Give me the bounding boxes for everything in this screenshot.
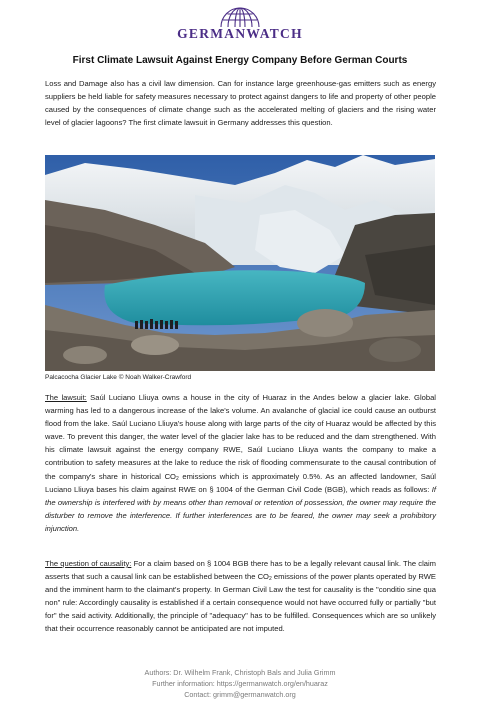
co2-subscript: 2 bbox=[268, 576, 272, 583]
globe-icon bbox=[218, 4, 262, 28]
causality-paragraph bbox=[45, 557, 436, 636]
footer-info-link[interactable]: Further information: https://germanwatch.org/en/huaraz bbox=[152, 679, 328, 688]
lawsuit-heading: The lawsuit: bbox=[45, 393, 87, 402]
brand-name: GERMANWATCH bbox=[177, 26, 303, 41]
lawsuit-text-a: Saúl Luciano Lliuya owns a house in the city of Huaraz in the Andes below a glacier lake. Global warming has led to a dangerous increase of the lake's volume. An avalanche of glacial ice could cause an outburst flood from the lake. Saúl Luciano Lliuya's house along with large parts of the city of Huaraz would be affected by this wave. To prevent this danger, the water level of the glacier lake has to be reduced and the dam strengthened. With his climate lawsuit against the energy company RWE, Saúl Luciano Lliuya wants the company to make a contribution to safety measures at the lake to reduce the risk of flooding commensurate to the causal contribution of the company's share in historical CO bbox=[45, 393, 436, 481]
co2-subscript: 2 bbox=[175, 475, 179, 482]
lawsuit-text-b: emissions which is approximately 0.5%. As an affected landowner, Saúl Luciano Lliuya bases his claim against RWE on § 1004 of the German Civil Code (BGB), which reads as follows: bbox=[45, 471, 436, 494]
germanwatch-logo bbox=[0, 4, 480, 42]
bgb-quote: If the ownership is interfered with by means other than removal or retention of possession, the owner may require the disturber to remove the interference. If further interferences are to be feared, the owner may seek a prohibitory injunction. bbox=[45, 484, 436, 533]
page-title: First Climate Lawsuit Against Energy Company Before German Courts bbox=[72, 55, 408, 66]
photo-caption: Palcacocha Glacier Lake © Noah Walker-Crawford bbox=[45, 374, 192, 381]
causality-text-a: For a claim based on § 1004 BGB there has to be a legally relevant causal link. The claim asserts that such a causal link can be established between the CO bbox=[45, 559, 436, 582]
lawsuit-paragraph bbox=[45, 391, 436, 535]
intro-paragraph: Loss and Damage also has a civil law dimension. Can for instance large greenhouse-gas emitters such as energy suppliers be held liable for safety measures necessary to protect against dangers to life and property of other people caused by the consequences of climate change such as the accelerated melting of glaciers and the rising water level of glacier lagoons? The first climate lawsuit in Germany addresses this question. bbox=[45, 79, 436, 128]
footer bbox=[0, 667, 480, 700]
causality-text-b: emissions of the power plants operated by RWE and the imminent harm to the claimant's property. In German Civil Law the test for causality is the "conditio sine qua non" rule: Accordingly causality is established if a certain consequence would not have occurred fully or partially "but for" the said activity. Additionally, the principle of "adequacy" has to be fulfilled. Consequences which are so unlikely that their occurrence reasonably cannot be anticipated are not imputed. bbox=[45, 572, 436, 634]
footer-contact-email[interactable]: Contact: grimm@germanwatch.org bbox=[184, 690, 296, 699]
glacier-lake-photo bbox=[45, 155, 435, 371]
footer-authors: Authors: Dr. Wilhelm Frank, Christoph Bals and Julia Grimm bbox=[144, 668, 336, 677]
causality-heading: The question of causality: bbox=[45, 559, 132, 568]
